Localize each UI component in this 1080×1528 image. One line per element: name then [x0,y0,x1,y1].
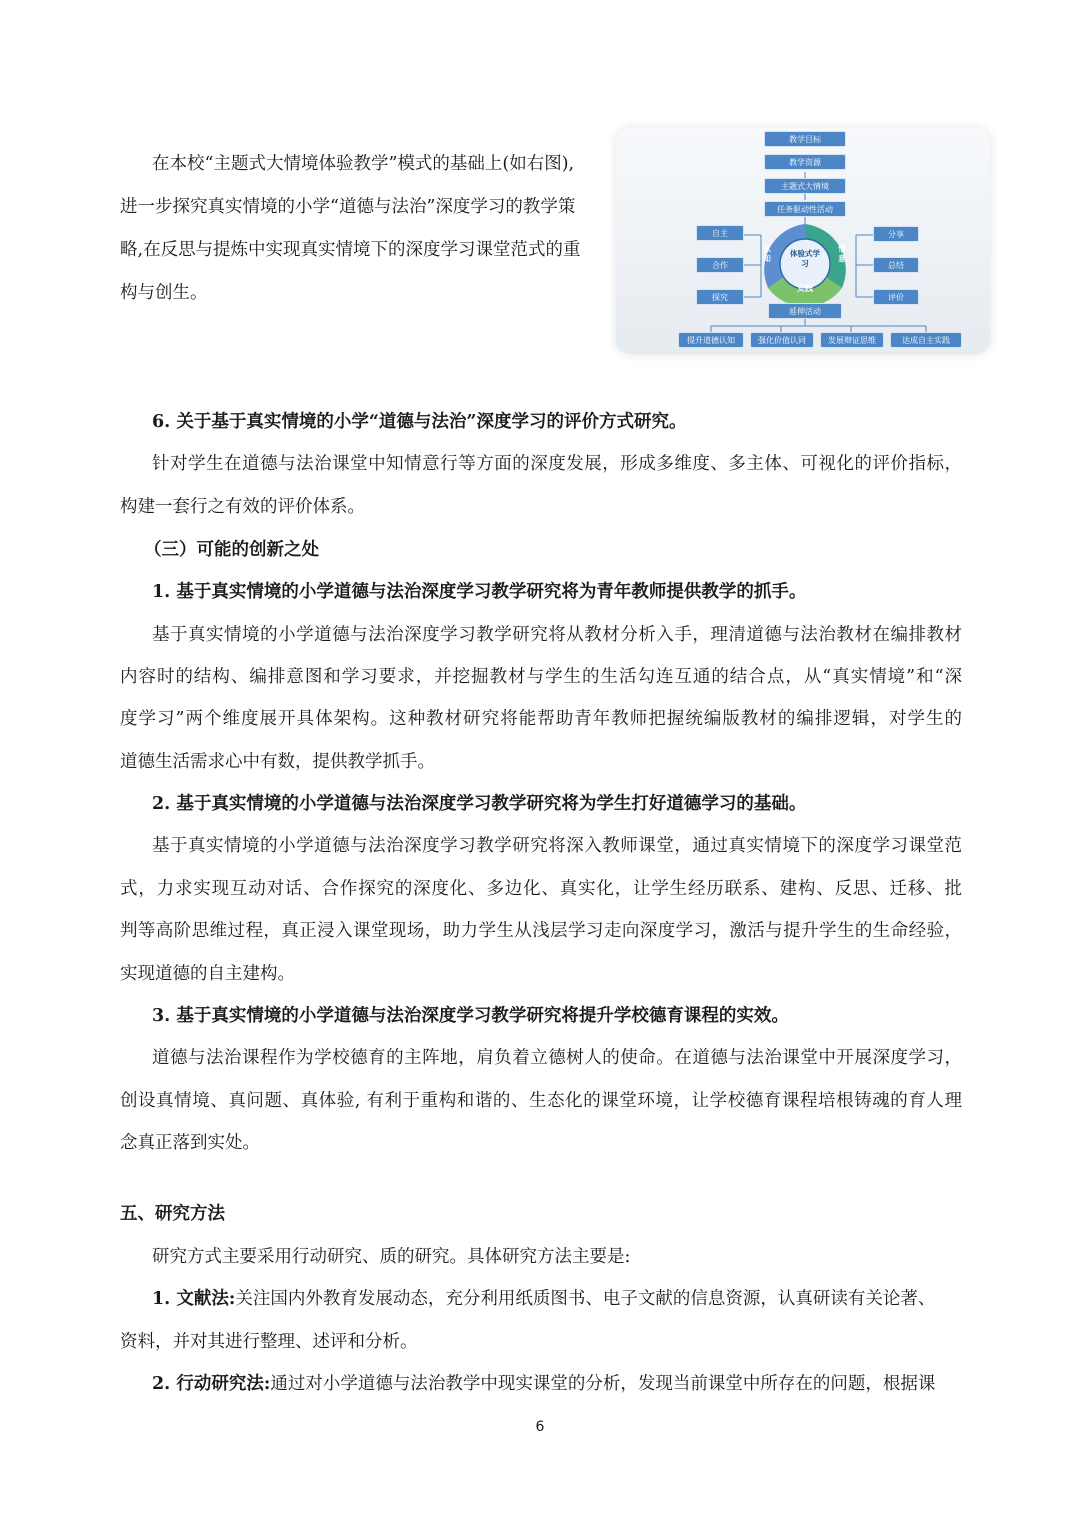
innovation-1-line-4: 道德生活需求心中有数，提供教学抓手。 [120,752,435,772]
page-number: 6 [535,1419,545,1435]
innovation-3-title: 3. 基于真实情境的小学道德与法治深度学习教学研究将提升学校德育课程的实效。 [152,1006,789,1026]
method-1-line-2: 资料，并对其进行整理、述评和分析。 [120,1332,418,1352]
innovation-2-line-3: 判等高阶思维过程，真正浸入课堂现场，助力学生从浅层学习走向深度学习，激活与提升学生的生命经验， [120,921,962,941]
section-6-line-2: 构建一套行之有效的评价体系。 [120,497,365,517]
innovation-3-line-1: 道德与法治课程作为学校德育的主阵地，肩负着立德树人的使命。在道德与法治课堂中开展深度学习， [152,1048,962,1068]
innovation-3-line-2: 创设真情境、真问题、真体验, 有利于重构和谐的、生态化的课堂环境，让学校德育课程培根铸魂的育人理 [120,1091,962,1111]
subsection-3-title: （三）可能的创新之处 [144,540,319,560]
section-5-title: 五、研究方法 [120,1204,225,1224]
box-bottom-3: 发展辩证思维 [820,332,884,348]
ring-bottom-label: 实践 [797,284,813,293]
box-teaching-resource: 教学资源 [764,154,846,170]
innovation-2-line-2: 式，力求实现互动对话、合作探究的深度化、多边化、真实化，让学生经历联系、建构、反思、迁移、批 [120,879,962,899]
innovation-1-line-2: 内容时的结构、编排意图和学习要求，并挖掘教材与学生的生活勾连互通的结合点，从“真实情境”和“深 [120,667,962,687]
intro-line-4: 构与创生。 [120,283,208,303]
box-extension: 延伸活动 [768,303,842,319]
box-right-3: 评价 [873,289,919,305]
section-5-intro: 研究方式主要采用行动研究、质的研究。具体研究方法主要是: [152,1247,631,1267]
box-bottom-2: 强化价值认同 [750,332,814,348]
box-left-2: 合作 [696,257,744,273]
box-bottom-1: 提升道德认知 [678,332,744,348]
intro-line-1: 在本校“主题式大情境体验教学”模式的基础上(如右图), [152,154,575,174]
box-task-activity: 任务驱动性活动 [764,201,846,217]
section-6-line-1: 针对学生在道德与法治课堂中知情意行等方面的深度发展，形成多维度、多主体、可视化的评价指标， [152,454,962,474]
innovation-2-line-4: 实现道德的自主建构。 [120,964,295,984]
method-2-text: 通过对小学道德与法治教学中现实课堂的分析，发现当前课堂中所存在的问题，根据课 [270,1374,936,1394]
innovation-1-line-3: 度学习”两个维度展开具体架构。这种教材研究将能帮助青年教师把握统编版教材的编排逻辑，对学生的 [120,709,962,729]
section-6-title: 6. 关于基于真实情境的小学“道德与法治”深度学习的评价方式研究。 [152,412,687,432]
intro-line-2: 进一步探究真实情境的小学“道德与法治”深度学习的教学策 [120,197,576,217]
box-theme-context: 主题式大情境 [764,178,846,194]
method-2-label: 2. 行动研究法: [152,1374,271,1394]
innovation-1-line-1: 基于真实情境的小学道德与法治深度学习教学研究将从教材分析入手，理清道德与法治教材在编排教材 [152,625,962,645]
innovation-1-title: 1. 基于真实情境的小学道德与法治深度学习教学研究将为青年教师提供教学的抓手。 [152,582,807,602]
innovation-2-title: 2. 基于真实情境的小学道德与法治深度学习教学研究将为学生打好道德学习的基础。 [152,794,807,814]
teaching-model-diagram [616,128,990,354]
box-right-2: 总结 [873,257,919,273]
intro-line-3: 略,在反思与提炼中实现真实情境下的深度学习课堂范式的重 [120,240,581,260]
box-bottom-4: 达成自主实践 [890,332,962,348]
box-left-1: 自主 [696,225,744,241]
ring-left-label: 认知 [763,244,771,263]
innovation-2-line-1: 基于真实情境的小学道德与法治深度学习教学研究将深入教师课堂，通过真实情境下的深度学习课堂范 [152,836,962,856]
method-1-line-1 [152,1285,962,1313]
ring-right-label: 情意 [838,244,846,263]
innovation-3-line-3: 念真正落到实处。 [120,1133,260,1153]
box-left-3: 探究 [696,289,744,305]
method-1-label: 1. 文献法: [152,1289,236,1309]
method-2-line-1 [152,1370,962,1398]
box-right-1: 分享 [873,226,919,242]
box-teaching-goal: 教学目标 [764,131,846,147]
method-1-text: 关注国内外教育发展动态，充分利用纸质图书、电子文献的信息资源，认真研读有关论著、 [235,1289,936,1309]
center-label: 体验式学习 [790,249,820,268]
